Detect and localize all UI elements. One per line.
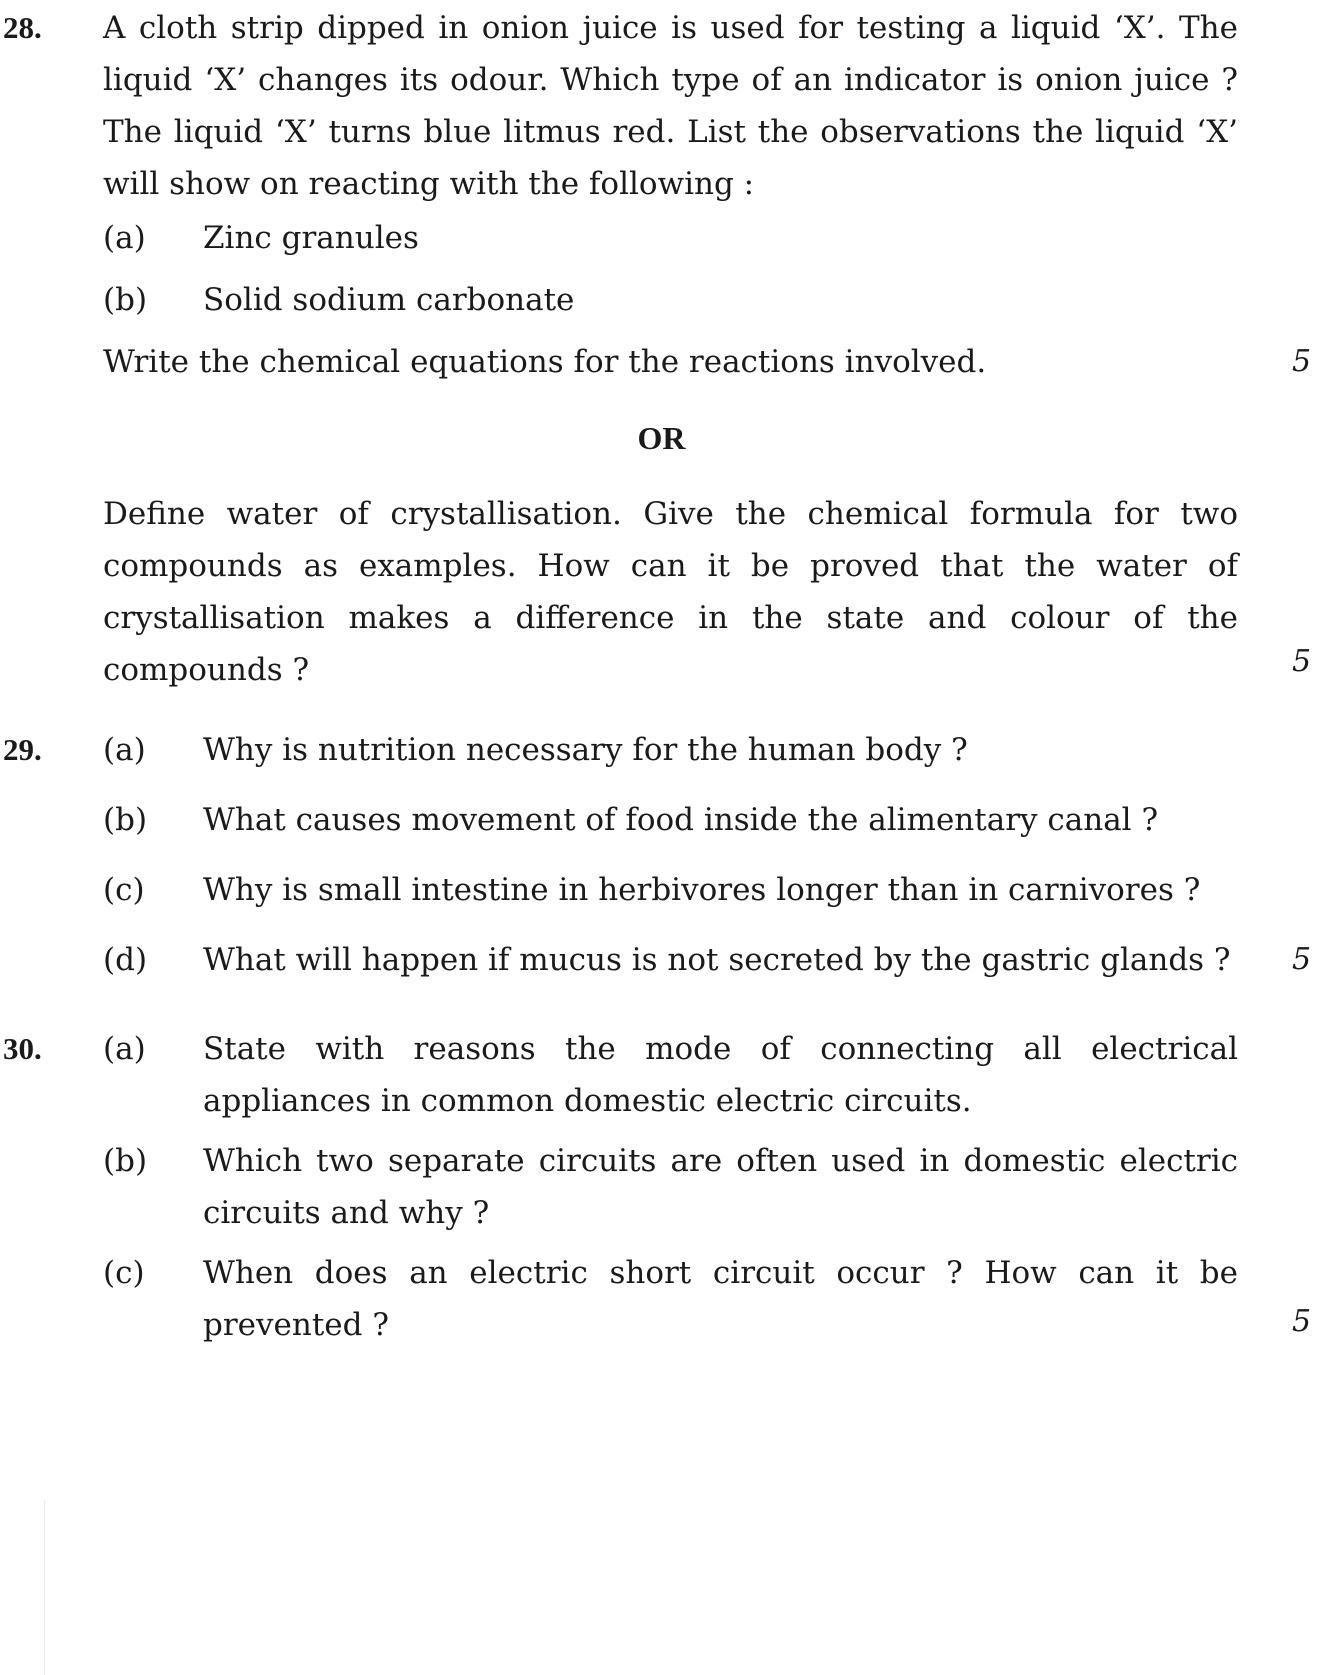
q28-part-b-text: Solid sodium carbonate — [203, 282, 575, 318]
q29-part-c-label: (c) — [103, 872, 145, 908]
q29-part-c-text: Why is small intestine in herbivores longer than in carnivores ? — [203, 872, 1201, 908]
q30-part-a-label: (a) — [103, 1031, 146, 1067]
q28-part-b-label: (b) — [103, 282, 148, 318]
q28-alternative-marks: 5 — [1292, 644, 1312, 679]
q28-marks: 5 — [1292, 344, 1312, 379]
question-number-28: 28. — [3, 10, 42, 45]
q29-part-a-text: Why is nutrition necessary for the human body ? — [203, 732, 968, 768]
q28-alternative-text: Define water of crystallisation. Give the chemical formula for two compounds as examples. How can it be proved that the water of crystallisation makes a difference in the state and colour of the compounds ? — [103, 496, 1238, 688]
q29-part-d-text: What will happen if mucus is not secreted by the gastric glands ? — [203, 942, 1231, 978]
q29-part-b-label: (b) — [103, 802, 148, 838]
q30-part-b-text: Which two separate circuits are often used in domestic electric circuits and why ? — [203, 1143, 1238, 1231]
or-separator: OR — [637, 420, 686, 456]
q28-closing-instruction: Write the chemical equations for the reactions involved. — [103, 344, 987, 380]
q29-part-d-label: (d) — [103, 942, 148, 978]
question-number-29: 29. — [3, 732, 42, 767]
q29-part-b-text: What causes movement of food inside the alimentary canal ? — [203, 802, 1159, 838]
q28-part-a-label: (a) — [103, 220, 146, 256]
q30-marks: 5 — [1292, 1304, 1312, 1339]
question-number-30: 30. — [3, 1031, 42, 1066]
q30-part-c-text: When does an electric short circuit occur ? How can it be prevented ? — [203, 1255, 1238, 1343]
question-28-text: A cloth strip dipped in onion juice is used for testing a liquid ‘X’. The liquid ‘X’ changes its odour. Which type of an indicator is onion juice ? The liquid ‘X’ turns blue litmus red. List the observations the liquid ‘X’ will show on reacting with the following : — [103, 10, 1238, 202]
q28-part-a-text: Zinc granules — [203, 220, 419, 256]
q30-part-b-label: (b) — [103, 1143, 148, 1179]
q30-part-c-label: (c) — [103, 1255, 145, 1291]
q29-part-a-label: (a) — [103, 732, 146, 768]
q30-part-a-text: State with reasons the mode of connecting all electrical appliances in common domestic electric circuits. — [203, 1031, 1238, 1119]
q29-marks: 5 — [1292, 942, 1312, 977]
page-margin-line — [44, 1500, 45, 1675]
